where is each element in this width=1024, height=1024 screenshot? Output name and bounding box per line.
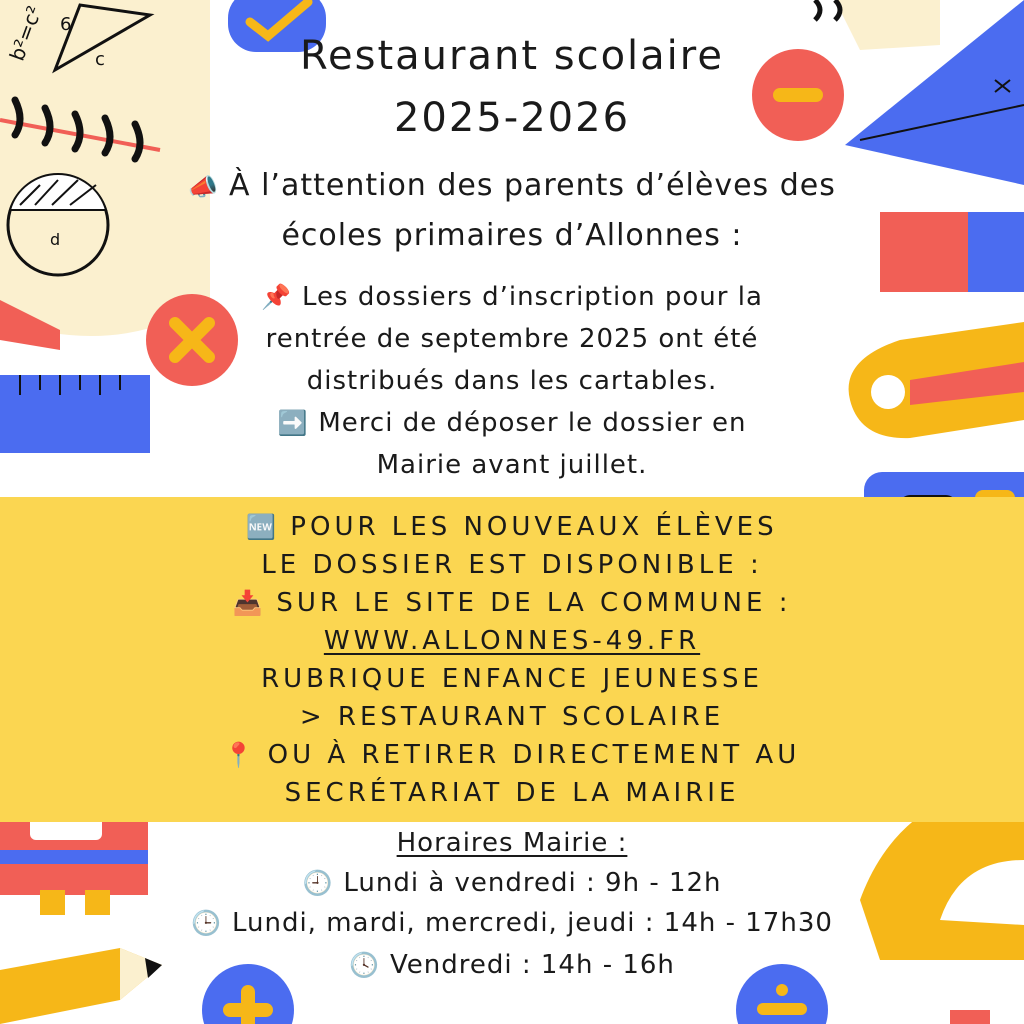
new-line1: 🆕 POUR LES NOUVEAUX ÉLÈVES <box>0 508 1024 546</box>
info-line1: 📌 Les dossiers d’inscription pour la <box>0 276 1024 318</box>
new-badge-icon: 🆕 <box>246 513 281 541</box>
clock-icon: 🕒 <box>191 909 222 937</box>
hours-row-3: 🕓 Vendredi : 14h - 16h <box>0 944 1024 986</box>
hours-row-2: 🕒 Lundi, mardi, mercredi, jeudi : 14h - 17h30 <box>0 902 1024 944</box>
clock-icon: 🕓 <box>349 951 380 979</box>
new-line6: > RESTAURANT SCOLAIRE <box>299 702 725 732</box>
notebook-formula: b²=c² <box>4 2 47 64</box>
notice-line2: écoles primaires d’Allonnes : <box>281 218 743 253</box>
new-line8: SECRÉTARIAT DE LA MAIRIE <box>284 778 740 808</box>
notice-line1: 📣 À l’attention des parents d’élèves des <box>0 162 1024 211</box>
new-line5: RUBRIQUE ENFANCE JEUNESSE <box>261 664 763 694</box>
triangle-label-c: c <box>95 49 105 70</box>
info-line5: Mairie avant juillet. <box>376 450 648 480</box>
location-pin-icon: 📍 <box>223 741 258 769</box>
new-line2: LE DOSSIER EST DISPONIBLE : <box>261 550 763 580</box>
title-line1: Restaurant scolaire <box>300 33 724 79</box>
info-line3: distribués dans les cartables. <box>306 366 718 396</box>
hours-title: Horaires Mairie : <box>396 828 628 858</box>
megaphone-icon: 📣 <box>188 173 220 201</box>
clock-icon: 🕘 <box>302 869 334 897</box>
download-tray-icon: 📥 <box>232 589 267 617</box>
right-arrow-icon: ➡️ <box>277 409 309 437</box>
new-line7: 📍 OU À RETIRER DIRECTEMENT AU <box>0 736 1024 774</box>
title-line2: 2025-2026 <box>393 95 631 141</box>
pie-label: d <box>50 230 61 249</box>
triangle-label-6: 6 <box>60 14 72 35</box>
website-link[interactable]: WWW.ALLONNES-49.FR <box>323 626 701 656</box>
pushpin-icon: 📌 <box>261 283 293 311</box>
new-line3: 📥 SUR LE SITE DE LA COMMUNE : <box>0 584 1024 622</box>
info-line4: ➡️ Merci de déposer le dossier en <box>0 402 1024 444</box>
info-line2: rentrée de septembre 2025 ont été <box>265 324 759 354</box>
hours-row-1: 🕘 Lundi à vendredi : 9h - 12h <box>0 862 1024 904</box>
